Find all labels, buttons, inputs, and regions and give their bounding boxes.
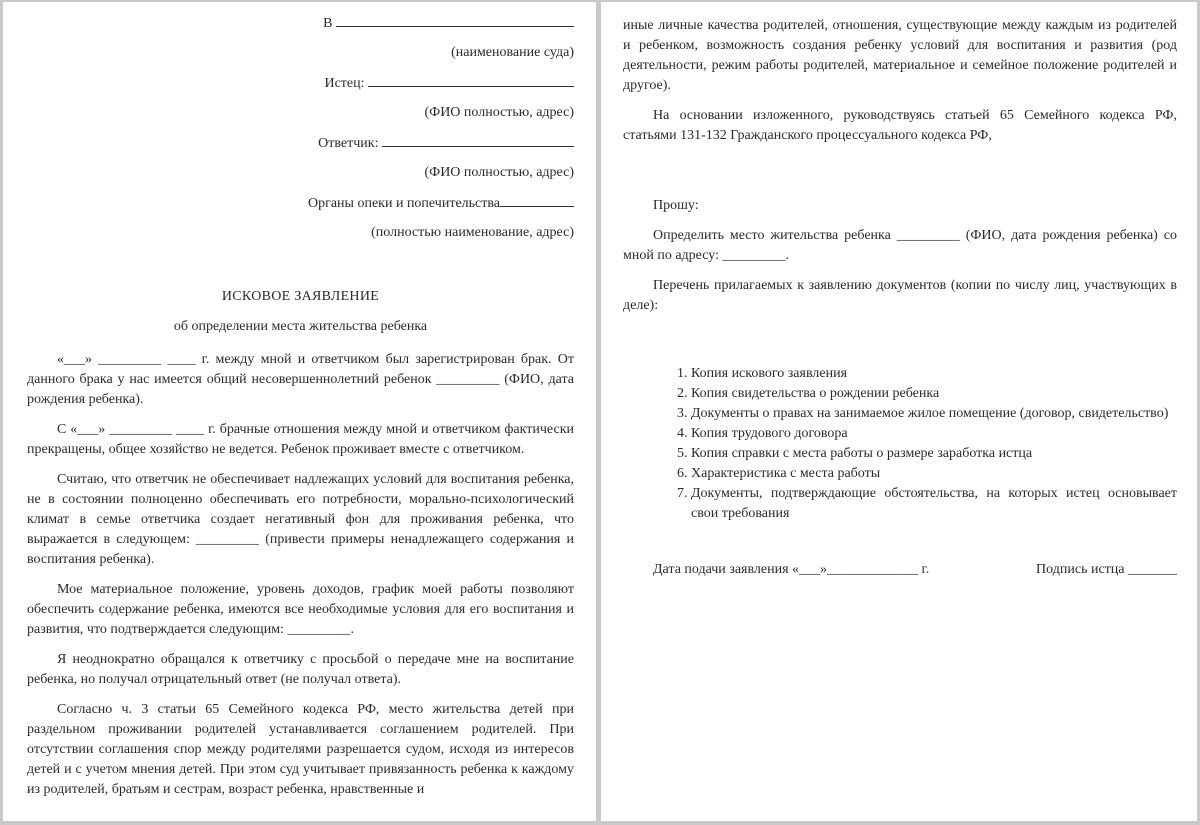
paragraph-means: Мое материальное положение, уровень доходов, график моей работы позволяют обеспечить содержание ребенка, имеются все необходимые условия для его воспитания и развития, что подтверждается следующим: _________.	[27, 582, 574, 637]
request-text: Определить место жительства ребенка _________ (ФИО, дата рождения ребенка) со мной по адресу: _________.	[623, 228, 1177, 263]
guardianship-blank	[500, 188, 574, 207]
paragraph-conditions: Считаю, что ответчик не обеспечивает надлежащих условий для воспитания ребенка, не в состоянии полноценно обеспечивать его потребности, морально-психологический климат в семье ответчика создает негативный фон для проживания ребенка, что выражается в следующем: _________ (привести примеры ненадлежащего содержания и воспитания ребенка).	[27, 472, 574, 567]
list-item: 2. Копия свидетельства о рождении ребенка	[691, 384, 1177, 404]
document-title: ИСКОВОЕ ЗАЯВЛЕНИЕ	[221, 289, 380, 304]
page-right	[601, 2, 1197, 821]
paragraph-marriage: «___» _________ ____ г. между мной и ответчиком был зарегистрирован брак. От данного брака у нас имеется общий несовершеннолетний ребенок _________ (ФИО, дата рождения ребенка).	[27, 352, 574, 407]
document-subtitle: об определении места жительства ребенка	[173, 319, 428, 334]
court-blank	[336, 8, 574, 27]
list-item: 6. Характеристика с места работы	[691, 464, 1177, 484]
paragraph-legal-basis: На основании изложенного, руководствуясь статьей 65 Семейного кодекса РФ, статьями 131-132 Гражданского процессуального кодекса РФ,	[623, 108, 1177, 143]
list-item: 5. Копия справки с места работы о размере заработка истца	[691, 444, 1177, 464]
paragraph-separation: С «___» _________ ____ г. брачные отношения между мной и ответчиком фактически прекращены, общее хозяйство не ведется. Ребенок проживает вместе с ответчиком.	[27, 422, 574, 457]
court-caption: (наименование суда)	[451, 45, 574, 60]
paragraph-continuation: иные личные качества родителей, отношения, существующие между каждым из родителей и ребенком, возможность создания ребенку условий для воспитания и развития (род деятельности, режим работы родителей, материальное и семейное положение родителей и другое).	[623, 18, 1177, 93]
plaintiff-line	[27, 68, 574, 98]
plaintiff-signature: Подпись истца _______	[1036, 562, 1177, 577]
request-label: Прошу:	[653, 198, 699, 213]
page-left	[3, 2, 596, 821]
signature-row	[623, 560, 1177, 580]
list-item: 4. Копия трудового договора	[691, 424, 1177, 444]
list-item: 1. Копия искового заявления	[691, 364, 1177, 384]
paragraph-law: Согласно ч. 3 статьи 65 Семейного кодекса РФ, место жительства детей при раздельном проживании родителей устанавливается соглашением родителей. При отсутствии соглашения спор между родителями разрешается судом, исходя из интересов детей и с учетом мнения детей. При этом суд учитывает привязанность ребенка к каждому из родителей, братьям и сестрам, возраст ребенка, нравственные и	[27, 702, 574, 797]
list-item: 7. Документы, подтверждающие обстоятельства, на которых истец основывает свои требования	[691, 484, 1177, 524]
defendant-blank	[382, 128, 574, 147]
defendant-line	[27, 128, 574, 158]
guardianship-caption: (полностью наименование, адрес)	[371, 225, 574, 240]
plaintiff-label: Истец:	[324, 76, 365, 91]
plaintiff-blank	[368, 68, 574, 87]
defendant-label: Ответчик:	[318, 136, 379, 151]
filing-date: Дата подачи заявления «___»_____________ г.	[653, 562, 930, 577]
claim-body	[27, 350, 574, 800]
court-prefix: В	[323, 16, 333, 31]
attachments-intro: Перечень прилагаемых к заявлению документов (копии по числу лиц, участвующих в деле):	[623, 278, 1177, 313]
spacer	[623, 156, 1177, 196]
guardianship-line	[27, 188, 574, 218]
plaintiff-caption: (ФИО полностью, адрес)	[424, 105, 574, 120]
court-line	[27, 8, 574, 38]
attachments-list	[623, 364, 1177, 524]
guardianship-label: Органы опеки и попечительства	[307, 196, 500, 211]
paragraph-requests: Я неоднократно обращался к ответчику с просьбой о передаче мне на воспитание ребенка, но получал отрицательный ответ (не получал ответа).	[27, 652, 574, 687]
list-item: 3. Документы о правах на занимаемое жилое помещение (договор, свидетельство)	[691, 404, 1177, 424]
defendant-caption: (ФИО полностью, адрес)	[424, 165, 574, 180]
